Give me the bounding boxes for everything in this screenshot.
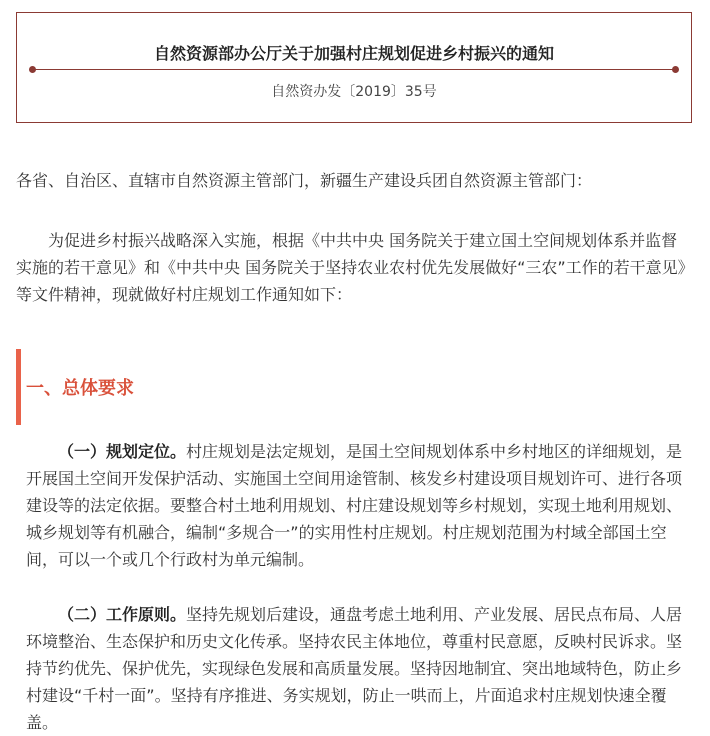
document-number: 自然资办发〔2019〕35号 <box>271 84 437 100</box>
section-item-planning-position <box>26 438 692 573</box>
section-accent-bar <box>16 349 21 425</box>
divider-left-dot <box>29 66 36 73</box>
intro-paragraph: 为促进乡村振兴战略深入实施，根据《中共中央 国务院关于建立国土空间规划体系并监督实施的若干意见》和《中共中央 国务院关于坚持农业农村优先发展做好“三农”工作的若干意见》等文件精神，现就做好村庄规划工作通知如下： <box>16 231 686 304</box>
document-title: 自然资源部办公厅关于加强村庄规划促进乡村振兴的通知 <box>153 44 554 63</box>
salutation: 各省、自治区、直辖市自然资源主管部门，新疆生产建设兵团自然资源主管部门： <box>16 171 593 190</box>
document-header <box>16 12 692 123</box>
divider-right-dot <box>672 66 679 73</box>
item-text: 村庄规划是法定规划，是国土空间规划体系中乡村地区的详细规划，是开展国土空间开发保护活动、实施国土空间用途管制、核发乡村建设项目规划许可、进行各项建设等的法定依据。要整合村土地利用规划、村庄建设规划等乡村规划，实现土地利用规划、城乡规划等有机融合，编制“多规合一”的实用性村庄规划。村庄规划范围为村域全部国土空间，可以一个或几个行政村为单元编制。 <box>26 442 683 569</box>
item-text: 坚持先规划后建设，通盘考虑土地利用、产业发展、居民点布局、人居环境整治、生态保护和历史文化传承。坚持农民主体地位，尊重村民意愿，反映村民诉求。坚持节约优先、保护优先，实现绿色发展和高质量发展。坚持因地制宜、突出地域特色，防止乡村建设“千村一面”。坚持有序推进、务实规划，防止一哄而上，片面追求村庄规划快速全覆盖。 <box>26 605 683 732</box>
item-heading: （一）规划定位。 <box>58 442 187 461</box>
title-divider <box>32 69 676 70</box>
item-heading: （二）工作原则。 <box>58 605 187 624</box>
section-title: 一、总体要求 <box>26 378 134 399</box>
section-item-work-principles <box>26 601 692 736</box>
